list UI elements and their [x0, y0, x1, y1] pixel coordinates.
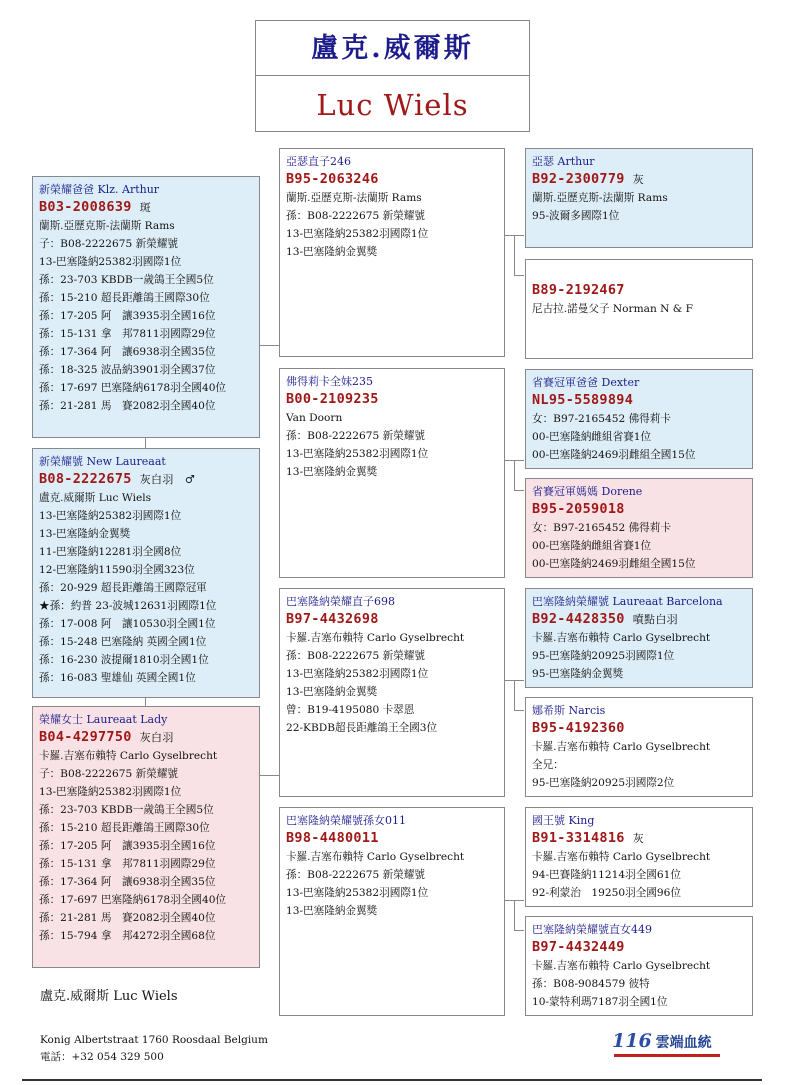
pigeon-name: 亞瑟 Arthur — [532, 155, 595, 168]
ring-number — [39, 198, 253, 217]
ring-number — [39, 470, 253, 489]
ring-number — [532, 281, 746, 300]
pigeon-name: 國王號 King — [532, 814, 595, 827]
ring-number — [286, 829, 498, 848]
ring-text: B97-4432449 — [532, 939, 625, 955]
info-line: 12-巴塞隆納11590羽全國323位 — [39, 564, 195, 576]
info-line: 11-巴塞隆納12281羽全國8位 — [39, 546, 182, 558]
pedigree-card-sss[interactable] — [525, 148, 753, 248]
info-line: 孫：21-281 馬 賽2082羽全國40位 — [39, 912, 216, 924]
info-lines — [39, 747, 253, 945]
info-line: 卡羅.吉塞布賴特 Carlo Gyselbrecht — [286, 851, 465, 863]
connector-sire-ss — [259, 345, 279, 346]
info-line: 蘭斯.亞歷克斯-法蘭斯 Rams — [39, 220, 175, 232]
color-label: 灰白羽 ♂ — [139, 473, 196, 486]
info-line: 95-巴塞隆納金翼獎 — [532, 668, 624, 680]
info-line: 95-巴塞隆納20925羽國際1位 — [532, 650, 675, 662]
title-english: Luc Wiels — [316, 88, 469, 122]
pedigree-card-dss[interactable] — [525, 588, 753, 688]
pedigree-card-sire-sire[interactable] — [279, 148, 505, 357]
pedigree-card-dam-dam[interactable] — [279, 807, 505, 1016]
color-label: 灰 — [632, 832, 645, 845]
info-lines — [532, 519, 746, 573]
info-lines — [286, 629, 498, 737]
info-line: 孫：17-697 巴塞隆納6178羽全國40位 — [39, 382, 227, 394]
info-line: 孫：17-697 巴塞隆納6178羽全國40位 — [39, 894, 227, 906]
address-text: Konig Albertstraat 1760 Roosdaal Belgium — [40, 1034, 268, 1046]
ring-text: B95-2063246 — [286, 171, 379, 187]
info-line: 92-利蒙治 19250羽全國96位 — [532, 887, 681, 899]
info-line: 95-波爾多國際1位 — [532, 210, 620, 222]
info-line: 子：B08-2222675 新榮耀號 — [39, 768, 178, 780]
connector-subject-dam — [145, 698, 146, 706]
info-line: 孫：15-210 超長距離鴿王國際30位 — [39, 822, 210, 834]
connector-dd-ddd — [514, 930, 524, 931]
info-lines — [532, 738, 746, 792]
connector-ds-dsd — [514, 710, 524, 711]
pigeon-name: 榮耀女士 Laureaat Lady — [39, 713, 168, 726]
info-line: 孫：16-083 聖雄仙 英國全國1位 — [39, 672, 196, 684]
info-line: 孫：17-205 阿 讓3935羽全國16位 — [39, 840, 216, 852]
info-line: 13-巴塞隆納金翼獎 — [286, 246, 378, 258]
title-chinese: 盧克.威爾斯 — [256, 21, 529, 76]
info-line: 孫：15-131 拿 邦7811羽國際29位 — [39, 858, 216, 870]
color-label: 噴點白羽 — [632, 613, 678, 626]
pedigree-card-dsd[interactable] — [525, 697, 753, 797]
info-line: 13-巴塞隆納金翼獎 — [286, 466, 378, 478]
info-lines — [532, 410, 746, 464]
info-line: 13-巴塞隆納金翼獎 — [286, 905, 378, 917]
info-line: 13-巴塞隆納25382羽國際1位 — [286, 668, 429, 680]
info-line: 00-巴塞隆納雌組省賽1位 — [532, 431, 652, 443]
pigeon-name: 省賽冠軍爸爸 Dexter — [532, 376, 640, 389]
info-line: 孫：17-205 阿 讓3935羽全國16位 — [39, 310, 216, 322]
ring-text: B89-2192467 — [532, 282, 625, 298]
info-line: 全兄： — [532, 759, 564, 771]
pigeon-name: 亞瑟直子246 — [286, 155, 351, 168]
connector-sd-branch — [514, 460, 515, 490]
ring-text: B95-4192360 — [532, 720, 625, 736]
info-line: 孫：15-248 巴塞隆納 英國全國1位 — [39, 636, 207, 648]
info-line: 13-巴塞隆納25382羽國際1位 — [39, 510, 182, 522]
info-lines — [286, 409, 498, 481]
info-line: 94-巴賽隆納11214羽全國61位 — [532, 869, 681, 881]
info-line: 13-巴塞隆納25382羽國際1位 — [39, 786, 182, 798]
info-line: 孫：18-325 波品納3901羽全國37位 — [39, 364, 216, 376]
ring-text: B04-4297750 — [39, 729, 132, 745]
ring-text: B97-4432698 — [286, 611, 379, 627]
ring-number — [532, 829, 746, 848]
info-line: Van Doorn — [286, 412, 343, 424]
ring-number — [532, 610, 746, 629]
info-line: 尼古拉.諾曼父子 Norman N & F — [532, 303, 693, 315]
color-label: 斑 — [139, 201, 152, 214]
pigeon-name: 巴塞隆納榮耀號直女449 — [532, 923, 652, 936]
pigeon-name: 佛得莉卡全妹235 — [286, 375, 373, 388]
contact-block — [40, 1032, 268, 1066]
ring-number — [532, 500, 746, 519]
connector-ss-branch — [514, 235, 515, 275]
ring-text: B03-2008639 — [39, 199, 132, 215]
pigeon-name: 新榮耀號 New Laureaat — [39, 455, 166, 468]
info-line: 孫：16-230 波提爾1810羽全國1位 — [39, 654, 209, 666]
info-lines — [532, 300, 746, 318]
info-line: 卡羅.吉塞布賴特 Carlo Gyselbrecht — [532, 960, 711, 972]
ring-text: B91-3314816 — [532, 830, 625, 846]
info-line: 卡羅.吉塞布賴特 Carlo Gyselbrecht — [39, 750, 218, 762]
ring-text: B95-2059018 — [532, 501, 625, 517]
pedigree-card-dam[interactable] — [32, 706, 260, 968]
info-line: 孫：17-364 阿 讓6938羽全國35位 — [39, 876, 216, 888]
info-line: 盧克.威爾斯 Luc Wiels — [39, 492, 152, 504]
info-line: 13-巴塞隆納25382羽國際1位 — [286, 887, 429, 899]
pedigree-card-ddd[interactable] — [525, 916, 753, 1016]
title-box — [255, 20, 530, 132]
info-line: 孫：B08-2222675 新榮耀號 — [286, 650, 425, 662]
pigeon-name — [532, 265, 746, 281]
bottom-divider — [22, 1079, 762, 1081]
color-label: 灰 — [632, 173, 645, 186]
info-lines — [39, 217, 253, 415]
color-label: 灰白羽 — [139, 731, 174, 744]
info-line: 95-巴塞隆納20925羽國際2位 — [532, 777, 675, 789]
info-line: 蘭斯.亞歷克斯-法蘭斯 Rams — [532, 192, 668, 204]
info-lines — [532, 848, 746, 902]
ring-text: B98-4480011 — [286, 830, 379, 846]
connector-dam-dd — [259, 775, 279, 776]
info-line: 00-巴塞隆納雌組省賽1位 — [532, 540, 652, 552]
info-line: 13-巴塞隆納25382羽國際1位 — [286, 448, 429, 460]
info-line: 孫：17-364 阿 讓6938羽全國35位 — [39, 346, 216, 358]
info-line: 孫：15-131 拿 邦7811羽國際29位 — [39, 328, 216, 340]
pigeon-name: 省賽冠軍媽媽 Dorene — [532, 485, 643, 498]
info-line: 卡羅.吉塞布賴特 Carlo Gyselbrecht — [286, 632, 465, 644]
ring-text: B08-2222675 — [39, 471, 132, 487]
pedigree-card-sire-dam[interactable] — [279, 368, 505, 578]
info-line: 孫：15-794 拿 邦4272羽全國68位 — [39, 930, 216, 942]
info-line: 孫：B08-2222675 新榮耀號 — [286, 869, 425, 881]
info-line: 13-巴塞隆納金翼獎 — [286, 686, 378, 698]
ring-number — [532, 938, 746, 957]
info-lines — [286, 189, 498, 261]
info-line: ★孫：約普 23-波城12631羽國際1位 — [39, 600, 217, 612]
pigeon-name: 新榮耀爸爸 Klz. Arthur — [39, 183, 160, 196]
info-lines — [286, 848, 498, 920]
ring-text: B00-2109235 — [286, 391, 379, 407]
ring-text: NL95-5589894 — [532, 392, 634, 408]
site-logo[interactable] — [612, 1030, 722, 1058]
info-line: 00-巴塞隆納2469羽雌組全國15位 — [532, 558, 696, 570]
ring-number — [286, 390, 498, 409]
info-line: 孫：20-929 超長距離鴿王國際冠軍 — [39, 582, 207, 594]
info-line: 孫：B08-9084579 彼特 — [532, 978, 650, 990]
info-line: 10-蒙特利瑪7187羽全國1位 — [532, 996, 668, 1008]
ring-number — [532, 391, 746, 410]
pedigree-card-sire[interactable] — [32, 176, 260, 438]
pigeon-name: 娜希斯 Narcis — [532, 704, 606, 717]
pedigree-card-dds[interactable] — [525, 807, 753, 907]
info-line: 孫：23-703 KBDB一歲鴿王全國5位 — [39, 804, 214, 816]
pedigree-card-subject[interactable] — [32, 448, 260, 698]
ring-text: B92-4428350 — [532, 611, 625, 627]
logo-number: 116 — [612, 1030, 652, 1052]
info-lines — [532, 189, 746, 225]
info-line: 曾：B19-4195080 卡翠恩 — [286, 704, 415, 716]
ring-number — [286, 610, 498, 629]
info-line: 22-KBDB超長距離鴿王全國3位 — [286, 722, 438, 734]
connector-sire-subject — [145, 438, 146, 448]
info-line: 孫：17-008 阿 讓10530羽全國1位 — [39, 618, 216, 630]
info-line: 卡羅.吉塞布賴特 Carlo Gyselbrecht — [532, 632, 711, 644]
logo-text: 雲端血統 — [655, 1035, 712, 1051]
pedigree-card-sds[interactable] — [525, 369, 753, 469]
pigeon-name: 巴塞隆納榮耀號孫女011 — [286, 814, 406, 827]
info-line: 00-巴塞隆納2469羽雌組全國15位 — [532, 449, 696, 461]
info-line: 蘭斯.亞歷克斯-法蘭斯 Rams — [286, 192, 422, 204]
phone-text: 電話：+32 054 329 500 — [40, 1051, 164, 1063]
pedigree-card-ssd[interactable] — [525, 259, 753, 359]
info-line: 卡羅.吉塞布賴特 Carlo Gyselbrecht — [532, 851, 711, 863]
breeder-name: 盧克.威爾斯 Luc Wiels — [40, 989, 178, 1004]
info-line: 孫：15-210 超長距離鴿王國際30位 — [39, 292, 210, 304]
info-line: 13-巴塞隆納金翼獎 — [39, 528, 131, 540]
pigeon-name: 巴塞隆納榮耀號 Laureaat Barcelona — [532, 595, 723, 608]
info-line: 女：B97-2165452 佛得莉卡 — [532, 413, 671, 425]
info-line: 子：B08-2222675 新榮耀號 — [39, 238, 178, 250]
ring-number — [39, 728, 253, 747]
info-lines — [532, 629, 746, 683]
ring-text: B92-2300779 — [532, 171, 625, 187]
connector-ss-ssd — [514, 275, 524, 276]
pigeon-name: 巴塞隆納榮耀直子698 — [286, 595, 395, 608]
pedigree-card-sdd[interactable] — [525, 478, 753, 578]
info-line: 13-巴塞隆納25382羽國際1位 — [286, 228, 429, 240]
logo-underline — [614, 1054, 720, 1057]
info-line: 孫：B08-2222675 新榮耀號 — [286, 210, 425, 222]
pedigree-card-dam-sire[interactable] — [279, 588, 505, 797]
info-line: 孫：21-281 馬 賽2082羽全國40位 — [39, 400, 216, 412]
info-line: 孫：B08-2222675 新榮耀號 — [286, 430, 425, 442]
info-line: 卡羅.吉塞布賴特 Carlo Gyselbrecht — [532, 741, 711, 753]
connector-dd-branch — [514, 900, 515, 930]
info-line: 女：B97-2165452 佛得莉卡 — [532, 522, 671, 534]
ring-number — [532, 719, 746, 738]
info-lines — [532, 957, 746, 1011]
info-line: 孫：23-703 KBDB一歲鴿王全國5位 — [39, 274, 214, 286]
info-line: 13-巴塞隆納25382羽國際1位 — [39, 256, 182, 268]
info-lines — [39, 489, 253, 687]
connector-sd-sdd — [514, 490, 524, 491]
ring-number — [532, 170, 746, 189]
ring-number — [286, 170, 498, 189]
connector-ds-branch — [514, 680, 515, 710]
